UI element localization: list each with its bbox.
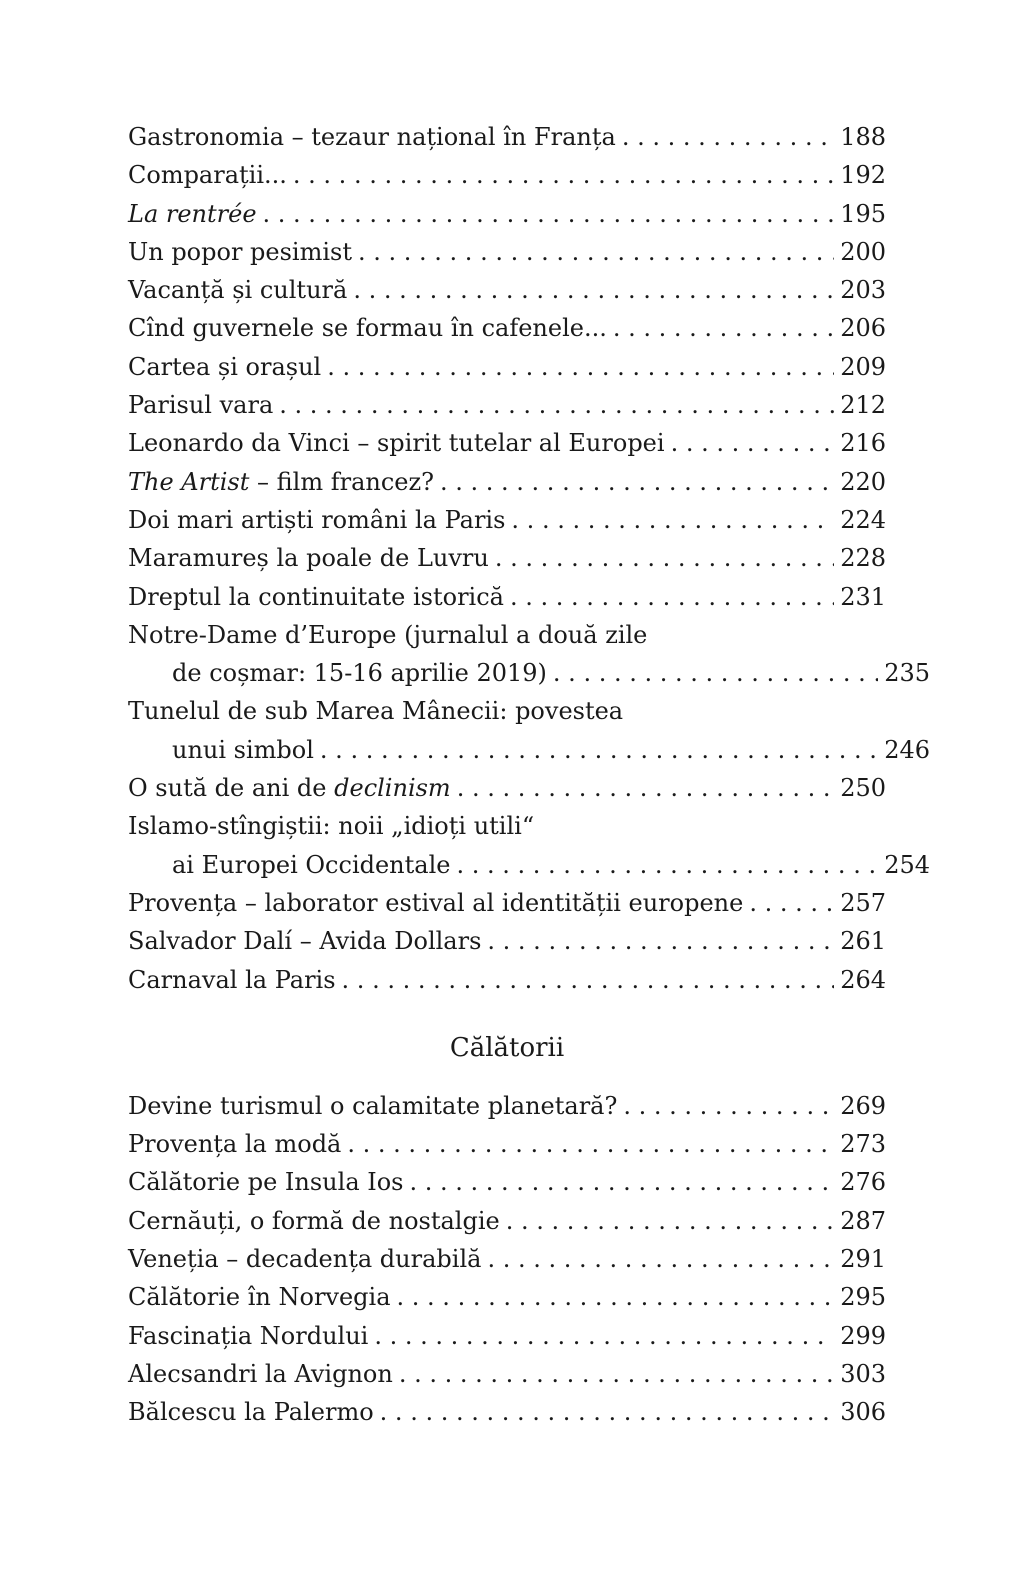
toc-entry[interactable] <box>128 463 886 501</box>
entry-title: Carnaval la Paris <box>128 965 336 994</box>
entry-title-line2: ai Europei Occidentale <box>172 850 451 879</box>
page-number: 220 <box>840 467 886 496</box>
toc-entry[interactable] <box>128 1202 886 1240</box>
dot-leader <box>380 1393 835 1431</box>
page-number: 235 <box>884 659 930 688</box>
entry-title: Dreptul la continuitate istorică <box>128 582 504 611</box>
page-number: 295 <box>840 1283 886 1312</box>
page-number: 261 <box>840 927 886 956</box>
entry-title: Veneția – decadența durabilă <box>128 1245 482 1274</box>
page-number: 195 <box>840 199 886 228</box>
page-number: 287 <box>840 1206 886 1235</box>
dot-leader <box>327 348 834 386</box>
dot-leader <box>456 846 878 884</box>
toc-entry[interactable] <box>128 501 886 539</box>
entry-title <box>128 769 451 807</box>
entry-title-line2: de coșmar: 15-16 aprilie 2019) <box>172 659 547 688</box>
page-number: 246 <box>884 735 930 764</box>
page-number: 299 <box>840 1321 886 1350</box>
toc-entry[interactable] <box>128 807 930 884</box>
dot-leader <box>399 1355 834 1393</box>
entry-title-plain: O sută de ani de <box>128 774 335 803</box>
toc-entry[interactable] <box>128 1393 886 1431</box>
page-number: 306 <box>840 1398 886 1427</box>
dot-leader <box>506 1202 834 1240</box>
entry-title-italic: The Artist <box>128 467 250 496</box>
entry-title: Alecsandri la Avignon <box>128 1359 393 1388</box>
toc-entry[interactable] <box>128 1240 886 1278</box>
toc-entry[interactable] <box>128 539 886 577</box>
entry-title: Cînd guvernele se formau în cafenele... <box>128 314 607 343</box>
entry-title: Maramureș la poale de Luvru <box>128 544 489 573</box>
toc-entry[interactable] <box>128 424 886 462</box>
entry-title: Călătorie în Norvegia <box>128 1283 391 1312</box>
page-number: 216 <box>840 429 886 458</box>
dot-leader <box>613 309 834 347</box>
page-number: 291 <box>840 1245 886 1274</box>
entry-title: Cartea și orașul <box>128 352 322 381</box>
dot-leader <box>397 1278 835 1316</box>
page-number: 209 <box>840 352 886 381</box>
dot-leader <box>320 731 878 769</box>
toc-entry[interactable] <box>128 922 886 960</box>
entry-title-line2: unui simbol <box>172 735 314 764</box>
entry-title: Fascinația Nordului <box>128 1321 369 1350</box>
entry-title: Parisul vara <box>128 391 274 420</box>
entry-title: Provența la modă <box>128 1130 342 1159</box>
dot-leader <box>347 1125 834 1163</box>
page-number: 206 <box>840 314 886 343</box>
toc-entry[interactable] <box>128 1355 886 1393</box>
dot-leader <box>440 463 834 501</box>
page-number: 276 <box>840 1168 886 1197</box>
entry-title-italic: declinism <box>334 774 451 803</box>
entry-title: Cernăuți, o formă de nostalgie <box>128 1206 500 1235</box>
page-number: 269 <box>840 1091 886 1120</box>
page-number: 224 <box>840 505 886 534</box>
page-number: 250 <box>840 774 886 803</box>
entry-title: Călătorie pe Insula Ios <box>128 1168 404 1197</box>
toc-entry[interactable] <box>128 386 886 424</box>
page-number: 273 <box>840 1130 886 1159</box>
entry-title: Gastronomia – tezaur național în Franța <box>128 123 616 151</box>
entry-title: Leonardo da Vinci – spirit tutelar al Europei <box>128 429 665 458</box>
page-number: 192 <box>840 161 886 190</box>
dot-leader <box>622 118 834 156</box>
dot-leader <box>749 884 834 922</box>
toc-entry[interactable] <box>128 118 886 156</box>
page-number: 257 <box>840 888 886 917</box>
toc-entry[interactable] <box>128 1317 886 1355</box>
toc-entry[interactable] <box>128 1087 886 1125</box>
dot-leader <box>553 654 878 692</box>
dot-leader <box>374 1317 834 1355</box>
toc-entry[interactable] <box>128 233 886 271</box>
toc-entry[interactable] <box>128 1125 886 1163</box>
entry-title: Un popor pesimist <box>128 237 352 266</box>
entry-title: La rentrée <box>128 199 257 228</box>
entry-title: Salvador Dalí – Avida Dollars <box>128 927 482 956</box>
entry-title-line1: Tunelul de sub Marea Mânecii: povestea <box>128 697 624 726</box>
entry-title-rest: – film francez? <box>249 467 434 496</box>
toc-entry[interactable] <box>128 884 886 922</box>
dot-leader <box>410 1163 835 1201</box>
dot-leader <box>487 922 834 960</box>
page-number: 231 <box>840 582 886 611</box>
page-number: 254 <box>884 850 930 879</box>
toc-entry[interactable] <box>128 616 930 693</box>
dot-leader <box>495 539 834 577</box>
page-number: 303 <box>840 1359 886 1388</box>
entry-title-line1: Notre-Dame d’Europe (jurnalul a două zile <box>128 620 648 649</box>
dot-leader <box>623 1087 834 1125</box>
toc-entry[interactable] <box>128 1163 886 1201</box>
dot-leader <box>510 578 834 616</box>
toc-entry[interactable] <box>128 309 886 347</box>
toc-entry[interactable] <box>128 195 886 233</box>
dot-leader <box>457 769 834 807</box>
dot-leader <box>342 961 835 999</box>
entry-title: Devine turismul o calamitate planetară? <box>128 1091 618 1120</box>
page-number: 200 <box>840 237 886 266</box>
dot-leader <box>358 233 834 271</box>
entry-title: Bălcescu la Palermo <box>128 1398 374 1427</box>
page-number: 203 <box>840 276 886 305</box>
toc-entry[interactable] <box>128 271 886 309</box>
entry-title: Vacanță și cultură <box>128 276 348 305</box>
dot-leader <box>293 156 834 194</box>
toc-entry[interactable] <box>128 348 886 386</box>
dot-leader <box>353 271 834 309</box>
entry-title <box>128 463 434 501</box>
entry-title-line1: Islamo-stîngiștii: noii „idioți utili“ <box>128 812 535 841</box>
page-number: 212 <box>840 391 886 420</box>
dot-leader <box>279 386 834 424</box>
dot-leader <box>511 501 834 539</box>
page-number: 264 <box>840 965 886 994</box>
entry-title: Provența – laborator estival al identității europene <box>128 888 744 917</box>
dot-leader <box>487 1240 834 1278</box>
dot-leader <box>263 195 835 233</box>
toc-entry[interactable] <box>128 692 930 769</box>
section-heading: Călătorii <box>449 1032 565 1063</box>
toc-entry[interactable] <box>128 961 886 999</box>
toc-entry[interactable] <box>128 156 886 194</box>
page-number: 228 <box>840 544 886 573</box>
dot-leader <box>671 424 835 462</box>
toc-entry[interactable] <box>128 1278 886 1316</box>
table-of-contents <box>128 118 930 1432</box>
entry-title: Comparații... <box>128 161 287 190</box>
toc-entry[interactable] <box>128 769 886 807</box>
toc-entry[interactable] <box>128 578 886 616</box>
page-number: 188 <box>840 123 886 151</box>
entry-title: Doi mari artiști români la Paris <box>128 505 506 534</box>
